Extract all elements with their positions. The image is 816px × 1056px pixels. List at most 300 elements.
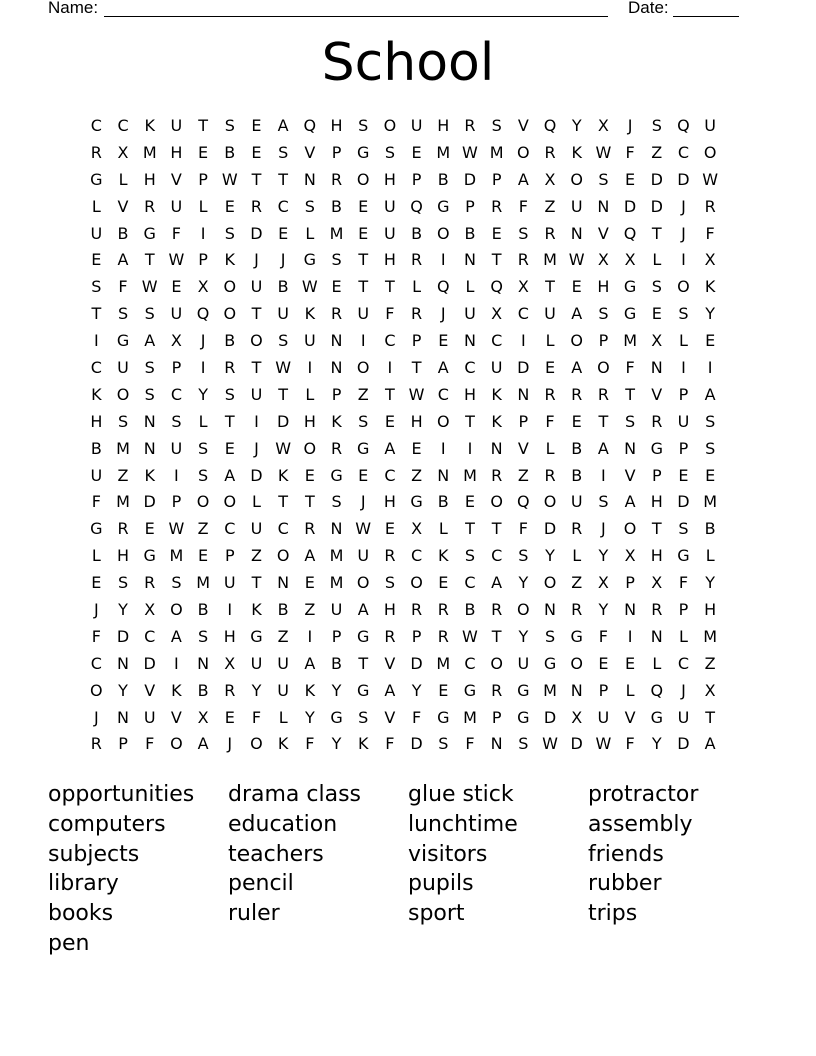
- grid-letter: F: [465, 734, 475, 754]
- grid-letter: E: [625, 169, 636, 189]
- grid-letter: C: [117, 115, 129, 135]
- grid-letter: Y: [518, 626, 529, 646]
- grid-letter: D: [677, 169, 690, 189]
- grid-letter: U: [170, 196, 183, 216]
- grid-letter: X: [704, 680, 716, 700]
- grid-letter: U: [303, 331, 316, 351]
- word-list-item: rubber: [588, 871, 662, 897]
- grid-letter: X: [597, 115, 609, 135]
- grid-letter: I: [681, 357, 686, 377]
- grid-letter: O: [170, 734, 183, 754]
- grid-letter: H: [383, 169, 396, 189]
- grid-letter: P: [651, 465, 662, 485]
- word-list-item: education: [228, 811, 338, 837]
- grid-letter: D: [517, 357, 530, 377]
- grid-letter: B: [331, 653, 343, 673]
- grid-letter: X: [624, 250, 636, 270]
- grid-letter: N: [463, 250, 476, 270]
- grid-letter: H: [437, 115, 450, 135]
- grid-letter: D: [543, 519, 557, 539]
- grid-letter: C: [677, 142, 690, 162]
- grid-letter: A: [571, 357, 583, 377]
- grid-letter: A: [517, 169, 529, 189]
- grid-letter: F: [91, 492, 101, 512]
- grid-letter: K: [251, 599, 262, 619]
- grid-letter: G: [143, 546, 156, 566]
- grid-letter: L: [305, 223, 315, 243]
- grid-letter: R: [491, 680, 503, 700]
- grid-letter: N: [490, 438, 503, 458]
- word-list-item: pupils: [408, 871, 474, 897]
- grid-letter: E: [91, 573, 102, 593]
- grid-letter: G: [437, 707, 450, 727]
- grid-letter: O: [223, 492, 237, 512]
- grid-letter: A: [304, 653, 316, 673]
- grid-letter: G: [90, 519, 103, 539]
- grid-letter: Z: [197, 519, 209, 539]
- grid-letter: W: [595, 142, 612, 162]
- grid-letter: A: [384, 438, 396, 458]
- grid-letter: U: [517, 653, 530, 673]
- grid-letter: O: [410, 573, 423, 593]
- grid-letter: R: [411, 250, 423, 270]
- grid-letter: J: [93, 599, 99, 619]
- grid-letter: G: [143, 223, 156, 243]
- grid-letter: A: [571, 304, 583, 324]
- grid-letter: B: [464, 599, 476, 619]
- grid-letter: G: [357, 142, 370, 162]
- grid-letter: G: [623, 277, 637, 297]
- grid-letter: K: [91, 384, 102, 404]
- grid-letter: P: [118, 734, 128, 754]
- grid-letter: M: [169, 546, 184, 566]
- grid-letter: U: [330, 599, 343, 619]
- grid-letter: O: [623, 519, 637, 539]
- grid-letter: R: [544, 223, 556, 243]
- grid-letter: G: [303, 250, 317, 270]
- grid-letter: O: [517, 599, 530, 619]
- grid-letter: S: [384, 142, 395, 162]
- grid-letter: T: [304, 492, 315, 512]
- grid-letter: I: [467, 438, 473, 458]
- grid-letter: B: [437, 492, 449, 512]
- grid-letter: E: [598, 653, 609, 673]
- grid-letter: L: [412, 277, 422, 297]
- grid-letter: O: [223, 277, 237, 297]
- grid-letter: B: [331, 196, 343, 216]
- grid-letter: E: [171, 277, 182, 297]
- letter-grid: [83, 112, 724, 757]
- grid-letter: L: [652, 250, 662, 270]
- grid-letter: K: [704, 277, 716, 297]
- grid-letter: X: [651, 573, 663, 593]
- grid-letter: R: [704, 196, 716, 216]
- grid-letter: Y: [705, 304, 716, 324]
- grid-letter: I: [307, 357, 313, 377]
- word-list-item: lunchtime: [408, 811, 518, 837]
- grid-letter: N: [117, 653, 130, 673]
- grid-letter: S: [331, 250, 342, 270]
- grid-letter: T: [278, 169, 289, 189]
- grid-letter: C: [491, 331, 503, 351]
- grid-letter: O: [597, 357, 610, 377]
- grid-letter: V: [651, 384, 663, 404]
- grid-letter: U: [357, 546, 370, 566]
- grid-letter: M: [329, 223, 344, 243]
- grid-letter: C: [90, 115, 102, 135]
- grid-letter: C: [677, 653, 690, 673]
- word-list: [48, 780, 768, 959]
- grid-letter: O: [383, 115, 397, 135]
- grid-letter: G: [517, 680, 530, 700]
- grid-letter: F: [385, 734, 395, 754]
- grid-letter: J: [280, 250, 286, 270]
- grid-letter: C: [90, 653, 102, 673]
- grid-letter: R: [464, 115, 476, 135]
- word-list-item: trips: [588, 901, 638, 927]
- grid-letter: I: [520, 331, 526, 351]
- grid-letter: E: [438, 573, 449, 593]
- grid-letter: E: [411, 142, 422, 162]
- grid-letter: S: [518, 734, 529, 754]
- grid-letter: U: [490, 357, 503, 377]
- grid-letter: P: [598, 331, 609, 351]
- grid-letter: E: [411, 438, 422, 458]
- grid-letter: X: [491, 304, 503, 324]
- grid-letter: C: [464, 573, 476, 593]
- grid-letter: S: [278, 331, 289, 351]
- grid-letter: S: [384, 573, 395, 593]
- grid-letter: G: [410, 492, 423, 512]
- grid-letter: C: [411, 546, 423, 566]
- grid-letter: S: [117, 573, 129, 593]
- grid-letter: Q: [623, 223, 637, 243]
- grid-letter: O: [250, 734, 263, 754]
- grid-letter: P: [198, 169, 208, 189]
- grid-letter: U: [250, 653, 263, 673]
- grid-letter: E: [438, 331, 449, 351]
- grid-letter: P: [171, 492, 182, 512]
- grid-letter: Z: [277, 626, 289, 646]
- grid-letter: L: [305, 384, 315, 404]
- grid-letter: B: [224, 142, 236, 162]
- grid-letter: D: [143, 492, 156, 512]
- grid-letter: N: [117, 707, 130, 727]
- grid-letter: S: [651, 115, 662, 135]
- grid-letter: E: [358, 223, 369, 243]
- grid-letter: S: [171, 573, 182, 593]
- grid-letter: S: [198, 626, 209, 646]
- grid-letter: S: [117, 411, 129, 431]
- grid-letter: C: [464, 653, 476, 673]
- grid-letter: Z: [117, 465, 129, 485]
- grid-letter: H: [383, 599, 396, 619]
- grid-letter: D: [543, 707, 557, 727]
- grid-letter: P: [491, 169, 502, 189]
- grid-letter: A: [224, 465, 236, 485]
- grid-letter: M: [543, 250, 557, 270]
- grid-letter: R: [491, 196, 503, 216]
- grid-letter: R: [117, 519, 129, 539]
- grid-letter: X: [517, 277, 529, 297]
- grid-letter: R: [544, 465, 556, 485]
- grid-letter: L: [198, 196, 208, 216]
- grid-letter: W: [702, 169, 719, 189]
- grid-letter: H: [117, 546, 130, 566]
- grid-letter: B: [117, 223, 129, 243]
- grid-letter: R: [571, 519, 583, 539]
- grid-letter: I: [627, 626, 633, 646]
- grid-letter: K: [171, 680, 182, 700]
- grid-letter: J: [360, 492, 366, 512]
- grid-letter: P: [678, 384, 689, 404]
- grid-letter: R: [411, 599, 423, 619]
- grid-letter: W: [168, 250, 185, 270]
- grid-letter: W: [542, 734, 558, 754]
- grid-letter: U: [250, 519, 263, 539]
- grid-letter: J: [254, 250, 259, 270]
- grid-letter: R: [144, 573, 156, 593]
- grid-letter: S: [705, 438, 716, 458]
- grid-letter: N: [143, 411, 156, 431]
- grid-letter: Z: [544, 196, 556, 216]
- grid-letter: T: [224, 411, 235, 431]
- grid-letter: S: [518, 546, 529, 566]
- grid-letter: I: [440, 438, 446, 458]
- grid-letter: R: [571, 384, 583, 404]
- grid-letter: O: [517, 142, 530, 162]
- grid-letter: U: [170, 438, 183, 458]
- grid-letter: D: [410, 734, 423, 754]
- grid-letter: U: [704, 115, 717, 135]
- grid-letter: Y: [651, 734, 662, 754]
- grid-letter: Y: [411, 680, 422, 700]
- grid-letter: K: [304, 304, 316, 324]
- grid-letter: I: [707, 357, 713, 377]
- grid-letter: F: [518, 519, 528, 539]
- grid-letter: U: [117, 357, 129, 377]
- word-list-item: visitors: [408, 841, 488, 867]
- grid-letter: Y: [118, 599, 128, 619]
- name-blank-line: [104, 16, 608, 17]
- grid-letter: M: [703, 626, 718, 646]
- grid-letter: O: [276, 546, 290, 566]
- grid-letter: J: [254, 438, 259, 458]
- grid-letter: P: [411, 169, 422, 189]
- grid-letter: D: [570, 734, 583, 754]
- grid-letter: R: [224, 357, 236, 377]
- grid-letter: I: [254, 411, 259, 431]
- grid-letter: G: [437, 196, 450, 216]
- grid-letter: Q: [196, 304, 210, 324]
- grid-letter: K: [571, 142, 582, 162]
- grid-letter: O: [196, 492, 210, 512]
- grid-letter: D: [250, 223, 263, 243]
- grid-letter: R: [491, 599, 503, 619]
- grid-letter: D: [623, 196, 637, 216]
- grid-letter: H: [303, 411, 316, 431]
- grid-letter: T: [251, 304, 262, 324]
- grid-letter: C: [277, 519, 289, 539]
- grid-letter: O: [570, 331, 584, 351]
- grid-letter: Q: [303, 115, 317, 135]
- grid-letter: T: [651, 223, 662, 243]
- grid-letter: E: [224, 196, 235, 216]
- grid-letter: V: [384, 707, 396, 727]
- grid-letter: E: [91, 250, 102, 270]
- grid-letter: Y: [304, 707, 315, 727]
- grid-letter: O: [570, 653, 584, 673]
- grid-letter: S: [464, 546, 476, 566]
- grid-letter: A: [624, 492, 636, 512]
- grid-letter: P: [598, 680, 609, 700]
- grid-letter: G: [463, 680, 477, 700]
- grid-letter: S: [438, 734, 449, 754]
- grid-letter: X: [544, 169, 556, 189]
- puzzle-title: School: [321, 33, 495, 93]
- grid-letter: U: [277, 653, 290, 673]
- grid-letter: A: [277, 115, 289, 135]
- name-label: Name:: [48, 0, 99, 17]
- grid-letter: U: [90, 465, 103, 485]
- grid-letter: Q: [517, 492, 530, 512]
- grid-letter: P: [224, 546, 235, 566]
- grid-letter: E: [358, 465, 369, 485]
- grid-letter: R: [544, 384, 556, 404]
- grid-letter: T: [251, 357, 262, 377]
- grid-letter: L: [91, 546, 101, 566]
- grid-letter: R: [651, 411, 663, 431]
- grid-letter: U: [677, 411, 690, 431]
- grid-letter: X: [197, 707, 209, 727]
- grid-letter: H: [410, 411, 423, 431]
- grid-letter: B: [277, 277, 289, 297]
- grid-letter: M: [543, 680, 557, 700]
- grid-letter: Z: [304, 599, 316, 619]
- grid-letter: V: [624, 465, 636, 485]
- grid-letter: E: [438, 680, 449, 700]
- grid-letter: Y: [545, 546, 555, 566]
- grid-letter: S: [304, 196, 315, 216]
- grid-letter: F: [678, 573, 689, 593]
- grid-letter: E: [331, 277, 342, 297]
- grid-letter: T: [385, 384, 395, 404]
- grid-letter: L: [652, 653, 662, 673]
- grid-letter: E: [491, 223, 502, 243]
- grid-letter: W: [408, 384, 425, 404]
- grid-letter: F: [518, 196, 528, 216]
- grid-letter: J: [227, 734, 233, 754]
- grid-letter: W: [275, 438, 292, 458]
- grid-letter: O: [490, 653, 503, 673]
- grid-letter: P: [331, 626, 342, 646]
- grid-letter: J: [440, 304, 446, 324]
- grid-letter: W: [595, 734, 612, 754]
- grid-letter: S: [224, 115, 235, 135]
- grid-letter: F: [625, 142, 635, 162]
- grid-letter: A: [384, 680, 396, 700]
- grid-letter: T: [358, 653, 369, 673]
- grid-letter: M: [116, 492, 130, 512]
- grid-letter: T: [491, 626, 502, 646]
- grid-letter: S: [544, 626, 556, 646]
- grid-letter: G: [330, 465, 343, 485]
- grid-letter: C: [224, 519, 236, 539]
- grid-letter: H: [330, 115, 343, 135]
- grid-letter: Z: [357, 384, 369, 404]
- grid-letter: U: [223, 573, 236, 593]
- grid-letter: N: [437, 465, 450, 485]
- grid-letter: E: [198, 142, 209, 162]
- grid-letter: S: [224, 384, 235, 404]
- grid-letter: Y: [331, 734, 342, 754]
- grid-letter: S: [518, 223, 529, 243]
- grid-letter: U: [570, 492, 583, 512]
- grid-letter: Y: [198, 384, 208, 404]
- grid-letter: E: [544, 357, 556, 377]
- grid-letter: L: [278, 707, 288, 727]
- grid-letter: A: [197, 734, 209, 754]
- grid-letter: O: [543, 492, 557, 512]
- grid-letter: T: [491, 250, 502, 270]
- grid-letter: A: [437, 357, 449, 377]
- grid-letter: S: [358, 115, 369, 135]
- grid-letter: M: [329, 573, 344, 593]
- grid-letter: S: [117, 304, 129, 324]
- grid-letter: S: [144, 304, 155, 324]
- grid-letter: M: [489, 142, 504, 162]
- word-list-item: library: [48, 871, 119, 897]
- grid-letter: W: [221, 169, 238, 189]
- grid-letter: E: [705, 331, 716, 351]
- grid-letter: T: [598, 411, 609, 431]
- grid-letter: Z: [571, 573, 583, 593]
- grid-letter: D: [650, 169, 663, 189]
- grid-letter: R: [384, 546, 396, 566]
- grid-letter: T: [651, 519, 662, 539]
- grid-letter: E: [384, 411, 395, 431]
- grid-letter: W: [462, 626, 478, 646]
- grid-letter: K: [224, 250, 236, 270]
- grid-letter: O: [356, 357, 370, 377]
- grid-letter: K: [491, 411, 502, 431]
- grid-letter: V: [170, 169, 182, 189]
- grid-letter: R: [517, 250, 529, 270]
- grid-letter: U: [384, 223, 396, 243]
- grid-letter: R: [330, 169, 343, 189]
- grid-letter: N: [517, 384, 530, 404]
- grid-letter: K: [331, 411, 342, 431]
- grid-letter: N: [463, 331, 476, 351]
- grid-letter: S: [491, 115, 502, 135]
- grid-letter: C: [517, 304, 529, 324]
- grid-letter: S: [358, 411, 369, 431]
- grid-letter: O: [116, 384, 130, 404]
- grid-letter: V: [117, 196, 129, 216]
- grid-letter: H: [223, 626, 236, 646]
- grid-letter: O: [436, 223, 450, 243]
- grid-letter: G: [357, 680, 370, 700]
- grid-letter: J: [681, 680, 686, 700]
- grid-letter: R: [544, 142, 556, 162]
- grid-letter: X: [170, 331, 182, 351]
- grid-letter: E: [304, 573, 315, 593]
- grid-letter: E: [144, 519, 155, 539]
- grid-letter: E: [571, 411, 582, 431]
- grid-letter: H: [704, 599, 717, 619]
- grid-letter: G: [357, 626, 370, 646]
- grid-letter: Y: [598, 546, 609, 566]
